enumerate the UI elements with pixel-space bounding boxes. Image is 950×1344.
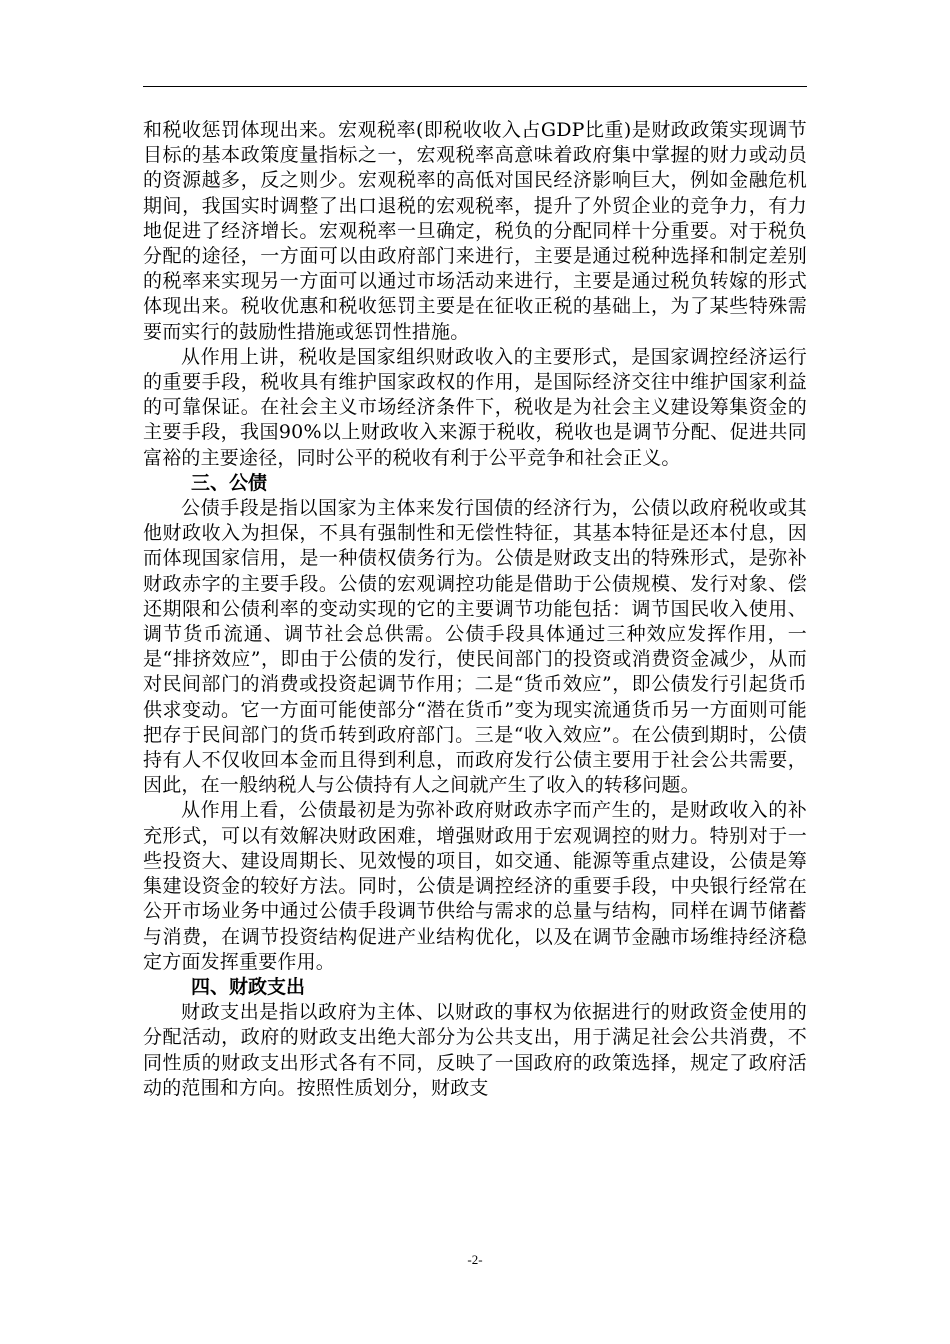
paragraph-tax-rate: 和税收惩罚体现出来。宏观税率(即税收收入占GDP比重)是财政政策实现调节目标的基本政策度量指标之一，宏观税率高意味着政府集中掌握的财力或动员的资源越多，反之则少。宏观税率的高低对国民经济影响巨大，例如金融危机期间，我国实时调整了出口退税的宏观税率，提升了外贸企业的竞争力，有力地促进了经济增长。宏观税率一旦确定，税负的分配同样十分重要。对于税负分配的途径，一方面可以由政府部门来进行，主要是通过税种选择和制定差别的税率来实现另一方面可以通过市场活动来进行，主要是通过税负转嫁的形式体现出来。税收优惠和税收惩罚主要是在征收正税的基础上，为了某些特殊需要而实行的鼓励性措施或惩罚性措施。 xyxy=(143,119,807,343)
paragraph-fiscal-expenditure: 财政支出是指以政府为主体、以财政的事权为依据进行的财政资金使用的分配活动，政府的财政支出绝大部分为公共支出，用于满足社会公共消费，不同性质的财政支出形式各有不同，反映了一国政府的政策选择，规定了政府活动的范围和方向。按照性质划分，财政支 xyxy=(143,1001,807,1099)
paragraph-tax-role: 从作用上讲，税收是国家组织财政收入的主要形式，是国家调控经济运行的重要手段，税收具有维护国家政权的作用，是国际经济交往中维护国家利益的可靠保证。在社会主义市场经济条件下，税收是为社会主义建设筹集资金的主要手段，我国90%以上财政收入来源于税收，税收也是调节分配、促进共同富裕的主要途径，同时公平的税收有利于公平竞争和社会正义。 xyxy=(143,345,807,469)
paragraph-public-debt-means: 公债手段是指以国家为主体来发行国债的经济行为，公债以政府税收或其他财政收入为担保，不具有强制性和无偿性特征，其基本特征是还本付息，因而体现国家信用，是一种债权债务行为。公债是财政支出的特殊形式，是弥补财政赤字的主要手段。公债的宏观调控功能是借助于公债规模、发行对象、偿还期限和公债利率的变动实现的它的主要调节功能包括：调节国民收入使用、调节货币流通、调节社会总供需。公债手段具体通过三种效应发挥作用，一是“排挤效应”，即由于公债的发行，使民间部门的投资或消费资金减少，从而对民间部门的消费或投资起调节作用；二是“货币效应”，即公债发行引起货币供求变动。它一方面可能使部分“潜在货币”变为现实流通货币另一方面则可能把存于民间部门的货币转到政府部门。三是“收入效应”。在公债到期时，公债持有人不仅收回本金而且得到利息，而政府发行公债主要用于社会公共需要，因此，在一般纳税人与公债持有人之间就产生了收入的转移问题。 xyxy=(143,497,807,797)
paragraph-public-debt-role: 从作用上看，公债最初是为弥补政府财政赤字而产生的，是财政收入的补充形式，可以有效解决财政困难，增强财政用于宏观调控的财力。特别对于一些投资大、建设周期长、见效慢的项目，如交通、能源等重点建设，公债是筹集建设资金的较好方法。同时，公债是调控经济的重要手段，中央银行经常在公开市场业务中通过公债手段调节供给与需求的总量与结构，同样在调节储蓄与消费，在调节投资结构促进产业结构优化，以及在调节金融市场维持经济稳定方面发挥重要作用。 xyxy=(143,799,807,973)
header-rule xyxy=(143,86,807,87)
page-number: -2- xyxy=(467,1252,483,1267)
section-heading-fiscal-expenditure: 四、财政支出 xyxy=(191,975,306,998)
document-body xyxy=(143,118,807,1101)
section-heading-public-debt: 三、公债 xyxy=(191,471,268,494)
